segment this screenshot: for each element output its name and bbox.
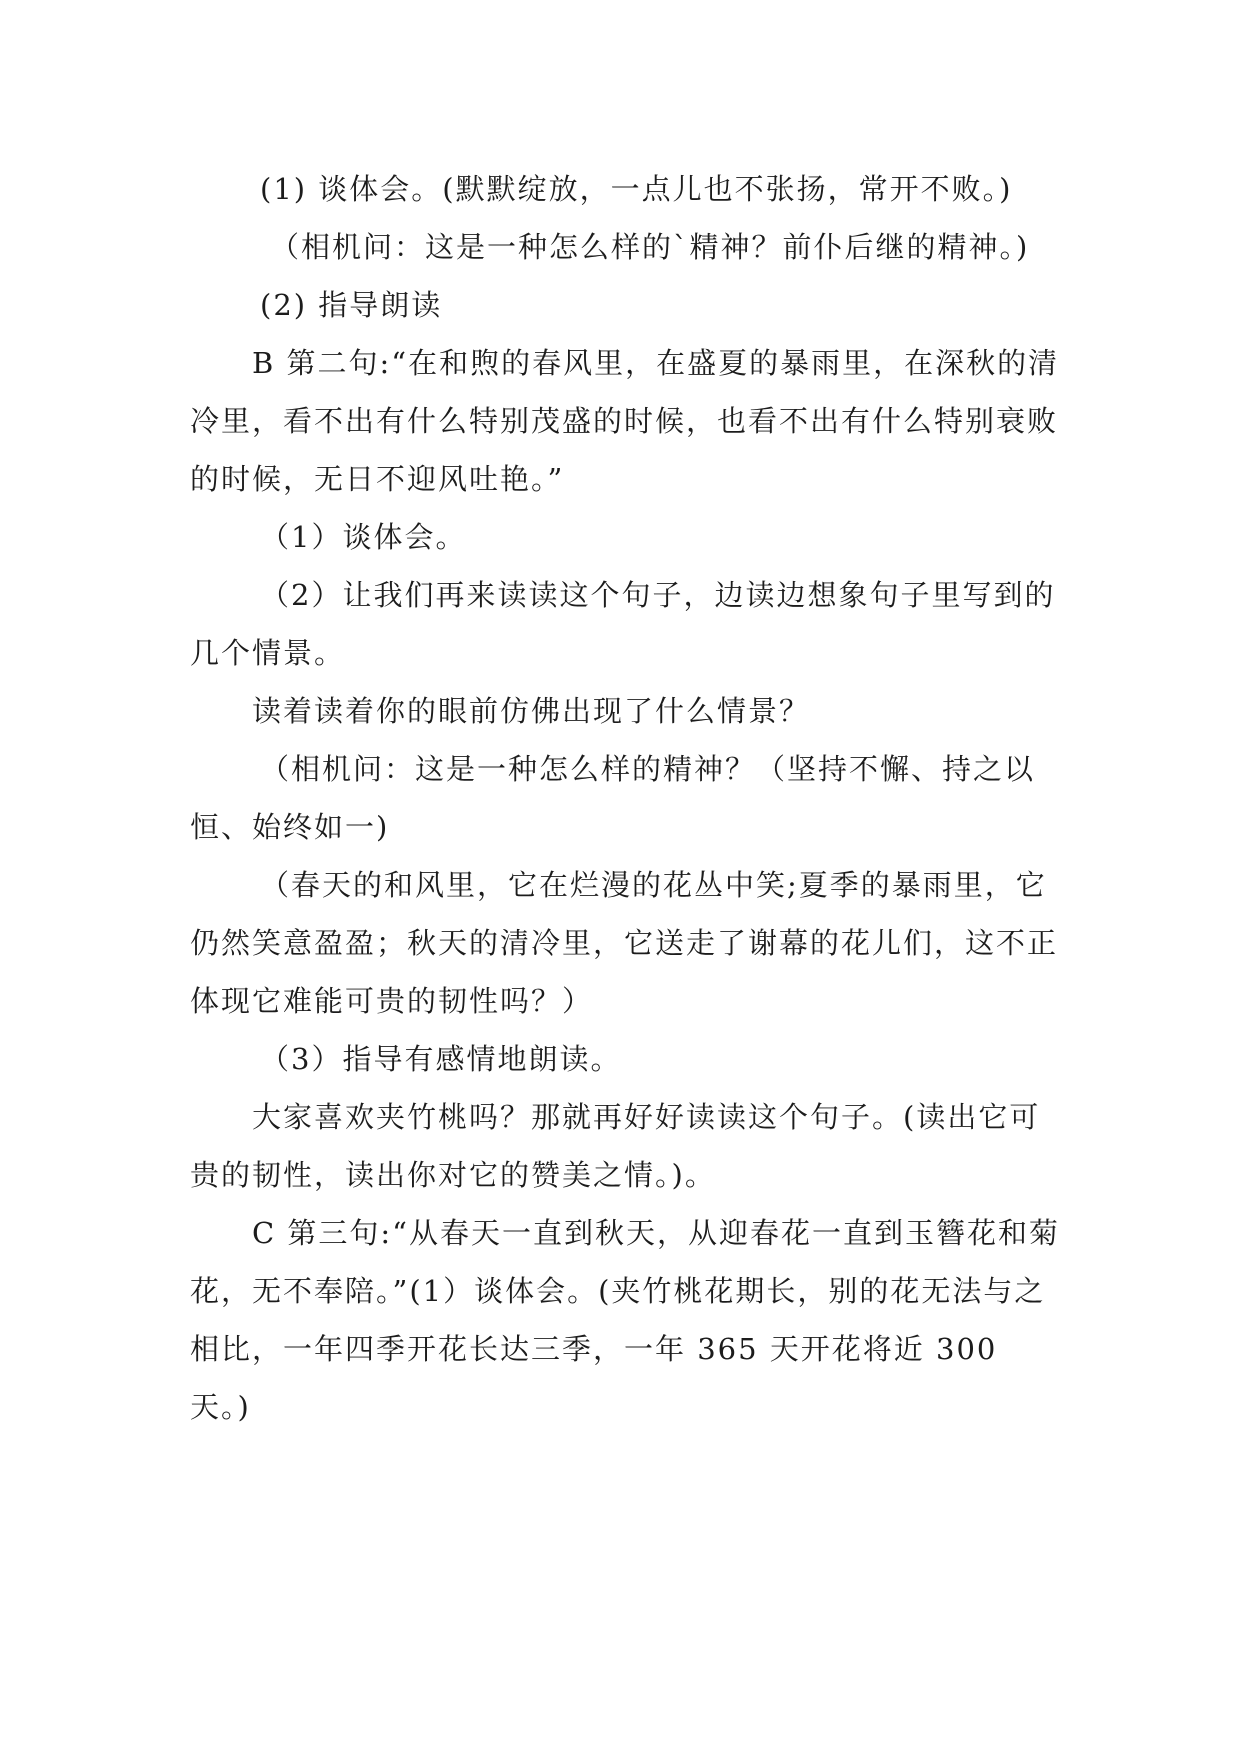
paragraph-question-spirit-1: （相机问：这是一种怎么样的`精神？前仆后继的精神。) [270,230,1030,264]
document-body [190,160,1060,1436]
paragraph-seasons: （春天的和风里，它在烂漫的花丛中笑;夏季的暴雨里，它仍然笑意盈盈；秋天的清冷里，它送走了谢幕的花儿们，这不正体现它难能可贵的韧性吗？） [190,868,1059,1018]
paragraph-talk-experience-1: (1) 谈体会。(默默绽放，一点儿也不张扬，常开不败。) [260,172,1013,206]
paragraph-question-spirit-2: （相机问：这是一种怎么样的精神？（坚持不懈、持之以恒、始终如一) [190,752,1036,844]
paragraph-what-scene: 读着读着你的眼前仿佛出现了什么情景？ [252,694,811,728]
paragraph-read-again: （2）让我们再来读读这个句子，边读边想象句子里写到的几个情景。 [190,578,1056,670]
paragraph-like-oleander: 大家喜欢夹竹桃吗？那就再好好读读这个句子。(读出它可贵的韧性，读出你对它的赞美之情。)。 [190,1100,1041,1192]
paragraph-emotional-reading: （3）指导有感情地朗读。 [260,1042,622,1076]
paragraph-third-sentence: C 第三句:“从春天一直到秋天，从迎春花一直到玉簪花和菊花，无不奉陪。”(1）谈体会。(夹竹桃花期长，别的花无法与之相比，一年四季开花长达三季，一年 365 天开花将近 300 天。) [190,1216,1061,1424]
paragraph-second-sentence: B 第二句:“在和煦的春风里，在盛夏的暴雨里，在深秋的清冷里，看不出有什么特别茂盛的时候，也看不出有什么特别衰败的时候，无日不迎风吐艳。” [190,346,1060,496]
paragraph-guide-reading: (2) 指导朗读 [260,288,443,322]
paragraph-talk-experience-2: （1）谈体会。 [260,520,467,554]
